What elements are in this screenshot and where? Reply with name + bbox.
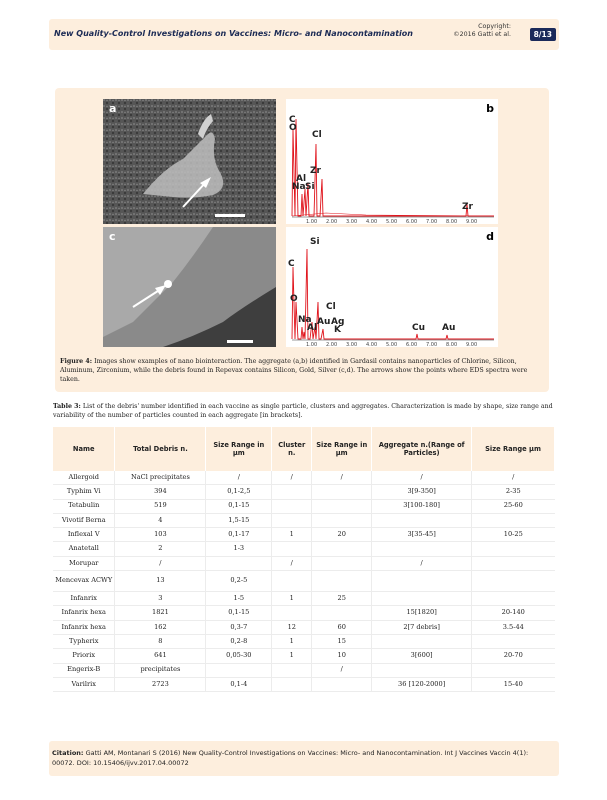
table-cell: Tetabulin [53,499,115,513]
table-cell: / [206,471,272,485]
table-cell: 2[7 debris] [372,620,472,634]
copyright-line2: ©2016 Gatti et al. [453,31,511,38]
table-cell: 162 [115,620,206,634]
table-row [53,528,555,542]
table-caption-text: List of the debris' number identified in each vaccine as single particle, clusters and aggregates. Characterization is made by shape, size range and variability of the number of particles counted in each aggregate [in brackets]. [53,403,553,419]
sem-image-c [103,227,276,347]
table-cell: 3[35-45] [372,528,472,542]
page-number-badge: 8/13 [530,28,556,41]
table-cell: Infanrix [53,592,115,606]
table-header-row [53,427,555,471]
table-cell: 3 [115,592,206,606]
table-row [53,592,555,606]
table-caption-label: Table 3: [53,403,81,410]
table-cell: Typhim Vi [53,485,115,499]
peak-label: C [289,115,296,125]
table-cell: Inflexal V [53,528,115,542]
table-cell: / [372,471,472,485]
table-cell: 394 [115,485,206,499]
citation-label: Citation: [52,749,84,757]
column-header: Total Debris n. [115,427,206,471]
table-cell [272,677,312,691]
column-header: Cluster n. [272,427,312,471]
table-cell [312,556,372,570]
svg-text:7.00: 7.00 [426,342,438,347]
peak-label: Cl [326,302,336,312]
table-cell: Typherix [53,634,115,648]
table-cell [272,606,312,620]
figure-caption [60,357,544,384]
svg-text:6.00: 6.00 [406,342,418,347]
table-cell [272,513,312,527]
svg-text:2.00: 2.00 [326,219,338,224]
citation [52,748,552,768]
table-cell [372,571,472,592]
table-cell: 103 [115,528,206,542]
table-cell: 0,2-5 [206,571,272,592]
table-cell: / [312,471,372,485]
table-row [53,556,555,570]
table-cell: 15 [312,634,372,648]
table-cell: Priorix [53,649,115,663]
table-cell: / [272,556,312,570]
column-header: Size Range in μm [312,427,372,471]
table-cell [472,663,555,677]
table-row [53,663,555,677]
table-cell [372,634,472,648]
table-cell [272,542,312,556]
table-cell: NaCl precipitates [115,471,206,485]
table-cell [472,571,555,592]
table-cell: 1 [272,634,312,648]
svg-text:4.00: 4.00 [366,342,378,347]
table-cell: Anatetall [53,542,115,556]
peak-label: Au [442,323,456,333]
table-row [53,499,555,513]
table-cell: 10-25 [472,528,555,542]
table-cell [372,513,472,527]
table-cell: 20-70 [472,649,555,663]
table-cell: 1 [272,592,312,606]
figure-caption-label: Figure 4: [60,358,93,365]
table-cell: Allergoid [53,471,115,485]
table-row [53,513,555,527]
table-cell: 0,05-30 [206,649,272,663]
svg-text:8.00: 8.00 [446,342,458,347]
peak-label: Al [296,174,307,184]
table-cell: 10 [312,649,372,663]
table-row [53,606,555,620]
table-row [53,649,555,663]
svg-text:8.00: 8.00 [446,219,458,224]
panel-label-b: b [486,102,494,115]
table-row [53,620,555,634]
peak-label: Cl [312,130,322,140]
table-cell: 15[1820] [372,606,472,620]
column-header: Size Range μm [472,427,555,471]
table-cell [472,592,555,606]
table-cell [272,499,312,513]
table-cell: 1821 [115,606,206,620]
peak-label: K [334,325,341,335]
page-header [49,19,559,50]
peak-label: Au [317,317,331,327]
table-cell: 1 [272,649,312,663]
peak-label: Zr [310,166,321,176]
eds-spectrum-d [286,227,498,347]
column-header: Size Range in μm [206,427,272,471]
table-cell [206,556,272,570]
table-cell: 2-35 [472,485,555,499]
table-cell [272,485,312,499]
table-cell: 2 [115,542,206,556]
svg-text:9.00: 9.00 [466,219,478,224]
table-cell: 13 [115,571,206,592]
table-cell: 1,5-15 [206,513,272,527]
table-cell [272,571,312,592]
table-cell [312,485,372,499]
table-cell: 25 [312,592,372,606]
copyright [453,23,511,39]
peak-label: Ag [331,317,345,327]
svg-text:6.00: 6.00 [406,219,418,224]
table-row [53,542,555,556]
table-cell [472,542,555,556]
table-cell: / [472,471,555,485]
table-cell: Infanrix hexa [53,620,115,634]
table-cell: 641 [115,649,206,663]
table-cell: 0,3-7 [206,620,272,634]
table-body [53,471,555,692]
table-cell [312,606,372,620]
figure-4 [55,88,549,392]
table-cell: Varilrix [53,677,115,691]
table-cell: 3[600] [372,649,472,663]
sem-image-a [103,99,276,224]
table-cell [472,556,555,570]
panel-label-c: c [109,230,116,243]
table-cell: Engerix-B [53,663,115,677]
table-cell: 1 [272,528,312,542]
table-cell: 25-60 [472,499,555,513]
table-cell: 60 [312,620,372,634]
table-cell: 0,1-15 [206,606,272,620]
table-cell: 0,2-8 [206,634,272,648]
table-cell: Vivotif Berna [53,513,115,527]
eds-spectrum-b [286,99,498,224]
peak-label: Na [298,315,312,325]
table-cell [206,663,272,677]
panel-label-a: a [109,102,117,115]
sem-image-a-drawing [103,99,276,224]
table-row [53,471,555,485]
table-cell: 0,1-15 [206,499,272,513]
table-cell [312,513,372,527]
table-cell [372,542,472,556]
peak-label: Al [307,323,318,333]
table-row [53,634,555,648]
table-cell: / [272,471,312,485]
table-cell: / [372,556,472,570]
table-cell: 36 [120-2000] [372,677,472,691]
peak-label: C [288,259,295,269]
table-cell [372,663,472,677]
table-cell [312,571,372,592]
svg-text:9.00: 9.00 [466,342,478,347]
table-cell [272,663,312,677]
svg-text:1.00: 1.00 [306,342,318,347]
table-cell: 12 [272,620,312,634]
table-cell: 3.5-44 [472,620,555,634]
table-cell [472,513,555,527]
figure-caption-text: Images show examples of nano biointeraction. The aggregate (a,b) identified in Gardasil contains nanoparticles of Chlorine, Silicon, Aluminum, Zirconium, while the debris found in Repevax contains Silicon, Gold, Silver (c,d). The arrows show the points where EDS spectra were taken. [60,358,528,383]
table-cell [312,499,372,513]
table-row [53,677,555,691]
table-cell: 0,1-4 [206,677,272,691]
peak-label: O [290,294,298,304]
peak-label: Si [305,182,315,192]
column-header: Aggregate n.(Range of Particles) [372,427,472,471]
table-cell: 0,1-17 [206,528,272,542]
svg-text:5.00: 5.00 [386,342,398,347]
running-title: New Quality-Control Investigations on Vaccines: Micro- and Nanocontamination [54,29,413,38]
table-cell: 4 [115,513,206,527]
table-row [53,571,555,592]
citation-text: Gatti AM, Montanari S (2016) New Quality-Control Investigations on Vaccines: Micro- and Nanocontamination. Int J Vaccines Vaccin 4(1): 00072. DOI: 10.15406/ijvv.2017.04.00072 [52,749,529,767]
table-cell: 15-40 [472,677,555,691]
peak-label: Si [310,237,320,247]
peak-label: Na [292,182,306,192]
table-cell [472,634,555,648]
table-cell: 8 [115,634,206,648]
peak-label: O [289,123,297,133]
table-cell [312,542,372,556]
table-cell [372,592,472,606]
svg-text:3.00: 3.00 [346,219,358,224]
table-cell: 1-3 [206,542,272,556]
table-row [53,485,555,499]
table-cell: 20-140 [472,606,555,620]
table-cell: 3[100-180] [372,499,472,513]
table-cell: Morupar [53,556,115,570]
peak-label: Zr [462,202,473,212]
table-cell: 0,1-2,5 [206,485,272,499]
svg-text:3.00: 3.00 [346,342,358,347]
svg-text:7.00: 7.00 [426,219,438,224]
citation-footer [49,741,559,776]
copyright-line1: Copyright: [478,23,511,30]
table-cell: 20 [312,528,372,542]
svg-text:2.00: 2.00 [326,342,338,347]
svg-text:5.00: 5.00 [386,219,398,224]
peak-label: Cu [412,323,426,333]
table-cell: 2723 [115,677,206,691]
table-cell: Mencevax ACWY [53,571,115,592]
table-cell: Infanrix hexa [53,606,115,620]
debris-table [53,427,555,692]
svg-text:1.00: 1.00 [306,219,318,224]
table-cell: 1-5 [206,592,272,606]
table-cell: precipitates [115,663,206,677]
column-header: Name [53,427,115,471]
table-cell: / [115,556,206,570]
table-caption [53,402,555,420]
table-cell: / [312,663,372,677]
svg-text:4.00: 4.00 [366,219,378,224]
sem-image-c-drawing [103,227,276,347]
table-cell [312,677,372,691]
table-cell: 3[9-350] [372,485,472,499]
table-cell: 519 [115,499,206,513]
panel-label-d: d [486,230,494,243]
